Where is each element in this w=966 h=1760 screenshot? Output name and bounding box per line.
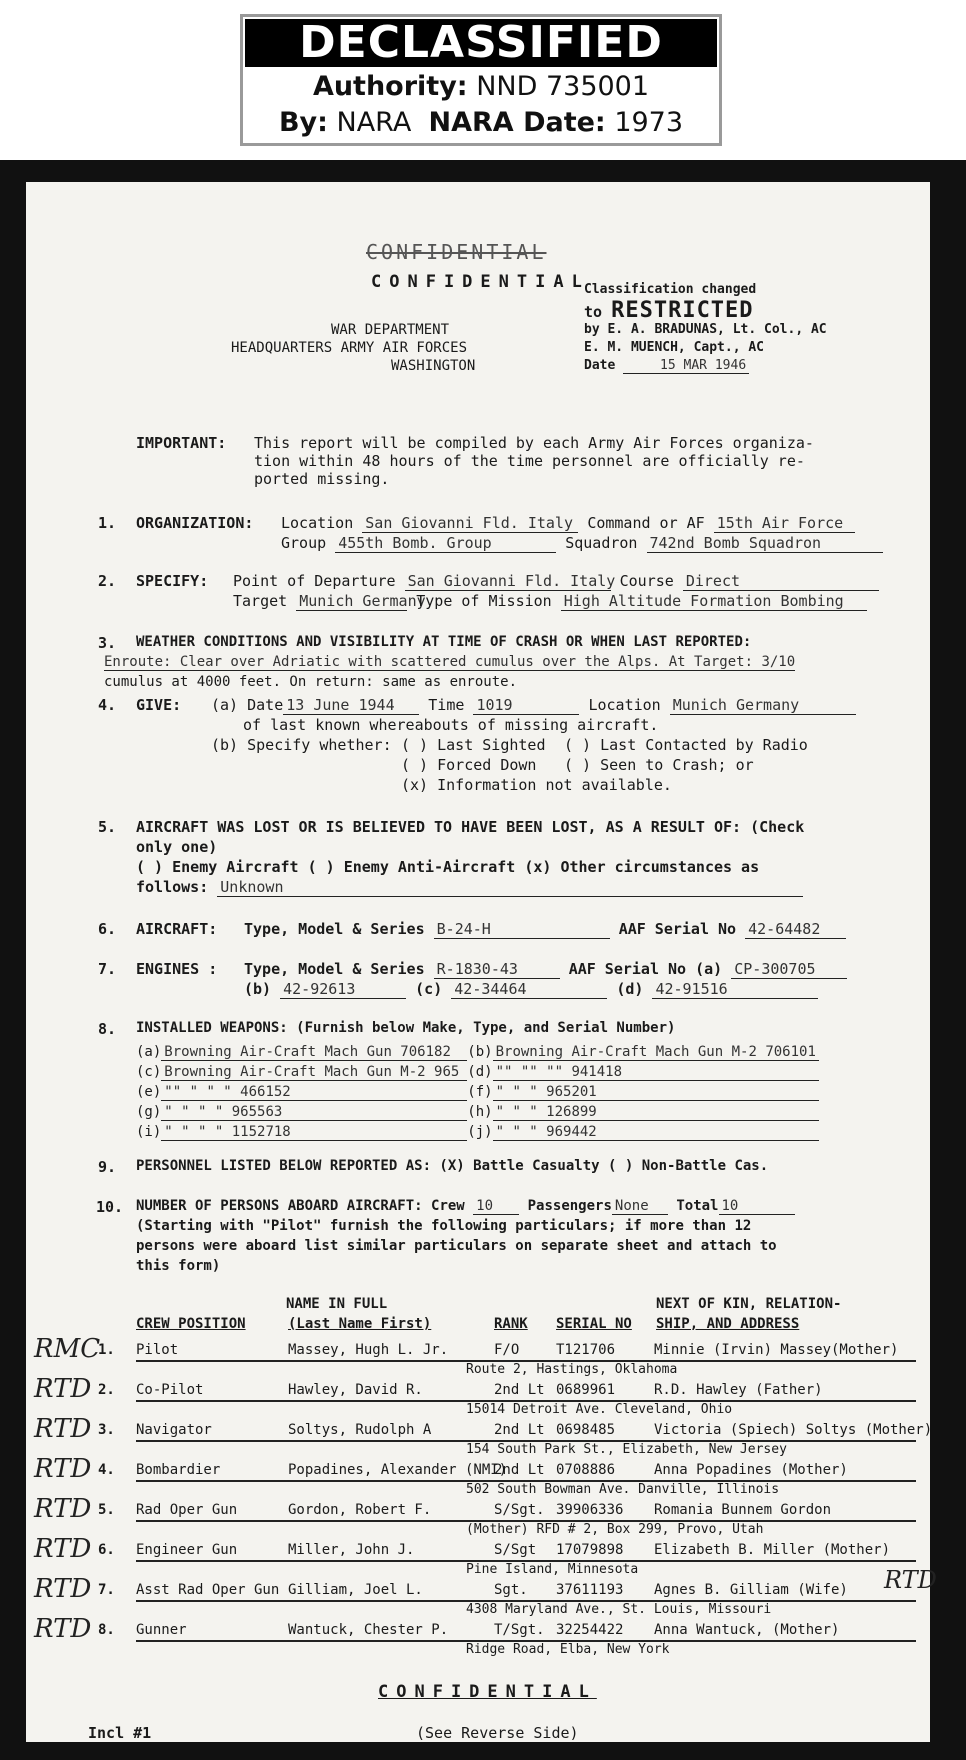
weather-line1: Enroute: Clear over Adriatic with scattered cumulus over the Alps. At Target: 3/10	[104, 654, 796, 670]
section-10-line4: this form)	[136, 1258, 221, 1274]
department-line3: WASHINGTON	[391, 358, 476, 374]
crew-number: 8.	[98, 1622, 115, 1638]
crew-serial: 0708886	[556, 1462, 616, 1478]
section-10-number: 10.	[96, 1198, 124, 1216]
section-3-label: WEATHER CONDITIONS AND VISIBILITY AT TIME OF CRASH OR WHEN LAST REPORTED:	[136, 634, 752, 650]
crew-position: Gunner	[136, 1622, 187, 1638]
important-line1: This report will be compiled by each Army Air Forces organiza-	[254, 434, 814, 452]
crew-name: Soltys, Rudolph A	[288, 1422, 432, 1438]
crew-rank: 2nd Lt	[494, 1462, 545, 1478]
section-5-line1: AIRCRAFT WAS LOST OR IS BELIEVED TO HAVE BEEN LOST, AS A RESULT OF: (Check	[136, 818, 805, 836]
weapon-row: (a) Browning Air-Craft Mach Gun 706182 (b) Browning Air-Craft Mach Gun M-2 706101	[136, 1044, 819, 1061]
crew-name: Popadines, Alexander (NMI)	[288, 1462, 508, 1478]
section-2-number: 2.	[98, 572, 117, 590]
weapon-row: (c) Browning Air-Craft Mach Gun M-2 965 (d) "" "" "" 941418	[136, 1064, 819, 1081]
inclosure-label: Incl #1	[88, 1724, 152, 1742]
crew-rank: Sgt.	[494, 1582, 528, 1598]
section-6-number: 6.	[98, 920, 117, 938]
handwritten-status-mark: RTD	[34, 1534, 92, 1564]
section-7-number: 7.	[98, 960, 117, 978]
crew-number: 1.	[98, 1342, 115, 1358]
crew-serial: 39906336	[556, 1502, 624, 1518]
stamp-title: DECLASSIFIED	[245, 19, 717, 67]
weather-line2: cumulus at 4000 feet. On return: same as enroute.	[104, 674, 518, 690]
crew-position: Pilot	[136, 1342, 179, 1358]
weapon-row: (i) " " " " 1152718 (j) " " " 969442	[136, 1124, 819, 1141]
organization-group: Group 455th Bomb. Group Squadron 742nd Bomb Squadron	[281, 534, 883, 553]
crew-next-of-kin: Victoria (Spiech) Soltys (Mother)	[654, 1422, 933, 1438]
crew-rank: S/Sgt	[494, 1542, 537, 1558]
department-line1: WAR DEPARTMENT	[331, 322, 450, 338]
crew-next-of-kin: Agnes B. Gilliam (Wife)	[654, 1582, 848, 1598]
crew-serial: 0689961	[556, 1382, 616, 1398]
confidential-mark-top: CONFIDENTIAL	[371, 272, 590, 292]
crew-serial: 0698485	[556, 1422, 616, 1438]
crew-serial: T121706	[556, 1342, 616, 1358]
important-label: IMPORTANT:	[136, 434, 227, 452]
see-reverse-side: (See Reverse Side)	[416, 1724, 579, 1742]
target-and-mission: Target Munich Germany Type of Mission High Altitude Formation Bombing	[233, 592, 867, 611]
crew-header-kin-line1: NEXT OF KIN, RELATION-	[656, 1296, 842, 1312]
section-6-label: AIRCRAFT:	[136, 920, 218, 938]
weapon-row: (g) " " " " 965563 (h) " " " 126899	[136, 1104, 819, 1121]
confidential-mark-bottom: CONFIDENTIAL	[378, 1682, 597, 1702]
crew-position: Asst Rad Oper Gun	[136, 1582, 280, 1598]
handwritten-status-mark: RTD	[34, 1494, 92, 1524]
document-page	[26, 182, 937, 1742]
handwritten-status-mark: RTD	[34, 1414, 92, 1444]
crew-position: Rad Oper Gun	[136, 1502, 238, 1518]
section-10-line2: (Starting with "Pilot" furnish the following particulars; if more than 12	[136, 1218, 752, 1234]
reclassification-by2: E. M. MUENCH, Capt., AC	[584, 340, 765, 355]
reclassification-by: by E. A. BRADUNAS, Lt. Col., AC	[584, 322, 827, 337]
handwritten-status-mark: RMC	[34, 1334, 101, 1364]
crew-header-name-line2: (Last Name First)	[288, 1316, 432, 1332]
stamp-authority: Authority: NND 735001	[312, 71, 650, 102]
handwritten-status-mark: RTD	[34, 1454, 92, 1484]
last-known-date-time-location: (a) Date 13 June 1944 Time 1019 Location Munich Germany	[211, 696, 856, 715]
crew-position: Co-Pilot	[136, 1382, 204, 1398]
crew-number: 5.	[98, 1502, 115, 1518]
section-5-number: 5.	[98, 818, 117, 836]
section-1-label: ORGANIZATION:	[136, 514, 254, 532]
crew-header-position: CREW POSITION	[136, 1316, 246, 1332]
crew-header-serial: SERIAL NO	[556, 1316, 632, 1332]
crew-header-name-line1: NAME IN FULL	[286, 1296, 388, 1312]
crew-rank: F/O	[494, 1342, 520, 1358]
declassified-stamp	[240, 14, 722, 146]
option-forced-down: ( ) Forced Down	[401, 756, 537, 774]
crew-number: 4.	[98, 1462, 115, 1478]
important-line2: tion within 48 hours of the time personnel are officially re-	[254, 452, 805, 470]
engine-serials-bcd: (b) 42-92613 (c) 42-34464 (d) 42-91516	[244, 980, 818, 999]
crew-number: 7.	[98, 1582, 115, 1598]
crew-address: 502 South Bowman Ave. Danville, Illinois	[466, 1482, 780, 1497]
crew-rank: S/Sgt.	[494, 1502, 545, 1518]
section-3-number: 3.	[98, 634, 117, 652]
crew-address: Pine Island, Minnesota	[466, 1562, 639, 1577]
weapon-row: (e) "" " " " 466152 (f) " " " 965201	[136, 1084, 819, 1101]
section-7-label: ENGINES :	[136, 960, 218, 978]
option-information-not-available: (x) Information not available.	[401, 776, 672, 794]
crew-number: 2.	[98, 1382, 115, 1398]
crew-number: 6.	[98, 1542, 115, 1558]
crew-name: Gordon, Robert F.	[288, 1502, 432, 1518]
crew-position: Engineer Gun	[136, 1542, 238, 1558]
crew-address: Route 2, Hastings, Oklahoma	[466, 1362, 678, 1377]
crew-next-of-kin: Anna Wantuck, (Mother)	[654, 1622, 840, 1638]
option-last-sighted: ( ) Last Sighted	[401, 736, 546, 754]
crew-serial: 32254422	[556, 1622, 624, 1638]
crew-rank: 2nd Lt	[494, 1422, 545, 1438]
reclassification-stamp-line1: Classification changed	[584, 282, 757, 297]
crew-position: Bombardier	[136, 1462, 221, 1478]
section-10-line3: persons were aboard list similar particulars on separate sheet and attach to	[136, 1238, 777, 1254]
crew-address: 4308 Maryland Ave., St. Louis, Missouri	[466, 1602, 772, 1617]
crew-next-of-kin: Elizabeth B. Miller (Mother)	[654, 1542, 891, 1558]
section-5-options: ( ) Enemy Aircraft ( ) Enemy Anti-Aircraft (x) Other circumstances as	[136, 858, 760, 876]
reclassification-to: to RESTRICTED	[584, 298, 754, 323]
option-last-contacted: ( ) Last Contacted by Radio	[564, 736, 808, 754]
engine-type-serial-a: Type, Model & Series R-1830-43 AAF Serial No (a) CP-300705	[244, 960, 847, 979]
section-9-text: PERSONNEL LISTED BELOW REPORTED AS: (X) Battle Casualty ( ) Non-Battle Cas.	[136, 1158, 769, 1174]
handwritten-status-mark: RTD	[34, 1374, 92, 1404]
section-5-line2: only one)	[136, 838, 218, 856]
crew-name: Hawley, David R.	[288, 1382, 423, 1398]
crew-number: 3.	[98, 1422, 115, 1438]
crew-name: Massey, Hugh L. Jr.	[288, 1342, 449, 1358]
crew-serial: 37611193	[556, 1582, 624, 1598]
crew-address: 154 South Park St., Elizabeth, New Jersey	[466, 1442, 787, 1457]
crew-next-of-kin: Minnie (Irvin) Massey(Mother)	[654, 1342, 899, 1358]
important-line3: ported missing.	[254, 470, 390, 488]
option-seen-to-crash: ( ) Seen to Crash; or	[564, 756, 754, 774]
crew-header-rank: RANK	[494, 1316, 528, 1332]
section-10-persons: NUMBER OF PERSONS ABOARD AIRCRAFT: Crew 10 Passengers None Total 10	[136, 1198, 795, 1215]
crew-address: (Mother) RFD # 2, Box 299, Provo, Utah	[466, 1522, 764, 1537]
crew-next-of-kin: Romania Bunnem Gordon	[654, 1502, 832, 1518]
section-4-label: GIVE:	[136, 696, 182, 714]
crew-header-kin-line2: SHIP, AND ADDRESS	[656, 1316, 800, 1332]
crew-next-of-kin: R.D. Hawley (Father)	[654, 1382, 823, 1398]
crew-next-of-kin: Anna Popadines (Mother)	[654, 1462, 848, 1478]
last-known-note: of last known whereabouts of missing aircraft.	[243, 716, 659, 734]
crew-name: Gilliam, Joel L.	[288, 1582, 423, 1598]
stamp-by: By: NARA NARA Date: 1973	[278, 107, 684, 138]
crew-position: Navigator	[136, 1422, 212, 1438]
section-8-label: INSTALLED WEAPONS: (Furnish below Make, Type, and Serial Number)	[136, 1020, 676, 1036]
specify-whether-label: (b) Specify whether:	[211, 736, 392, 754]
section-2-label: SPECIFY:	[136, 572, 209, 590]
aircraft-type-serial: Type, Model & Series B-24-H AAF Serial No 42-64482	[244, 920, 846, 939]
crew-serial: 17079898	[556, 1542, 624, 1558]
reclassification-date: Date 15 MAR 1946	[584, 358, 749, 374]
handwritten-rtd-right: RTD	[884, 1566, 937, 1594]
point-of-departure: Point of Departure San Giovanni Fld. Italy Course Direct	[233, 572, 879, 591]
handwritten-status-mark: RTD	[34, 1574, 92, 1604]
section-4-number: 4.	[98, 696, 117, 714]
struck-confidential-stamp: CONFIDENTIAL	[366, 240, 547, 264]
section-1-number: 1.	[98, 514, 117, 532]
section-9-number: 9.	[98, 1158, 117, 1176]
scanned-document-frame	[0, 160, 966, 1760]
section-8-number: 8.	[98, 1020, 117, 1038]
crew-rank: 2nd Lt	[494, 1382, 545, 1398]
crew-name: Wantuck, Chester P.	[288, 1622, 449, 1638]
department-line2: HEADQUARTERS ARMY AIR FORCES	[231, 340, 468, 356]
organization-location: Location San Giovanni Fld. Italy Command or AF 15th Air Force	[281, 514, 855, 533]
crew-address: 15014 Detroit Ave. Cleveland, Ohio	[466, 1402, 733, 1417]
handwritten-status-mark: RTD	[34, 1614, 92, 1644]
crew-name: Miller, John J.	[288, 1542, 415, 1558]
crew-address: Ridge Road, Elba, New York	[466, 1642, 670, 1657]
section-5-follows: follows: Unknown	[136, 878, 803, 897]
crew-rank: T/Sgt.	[494, 1622, 545, 1638]
